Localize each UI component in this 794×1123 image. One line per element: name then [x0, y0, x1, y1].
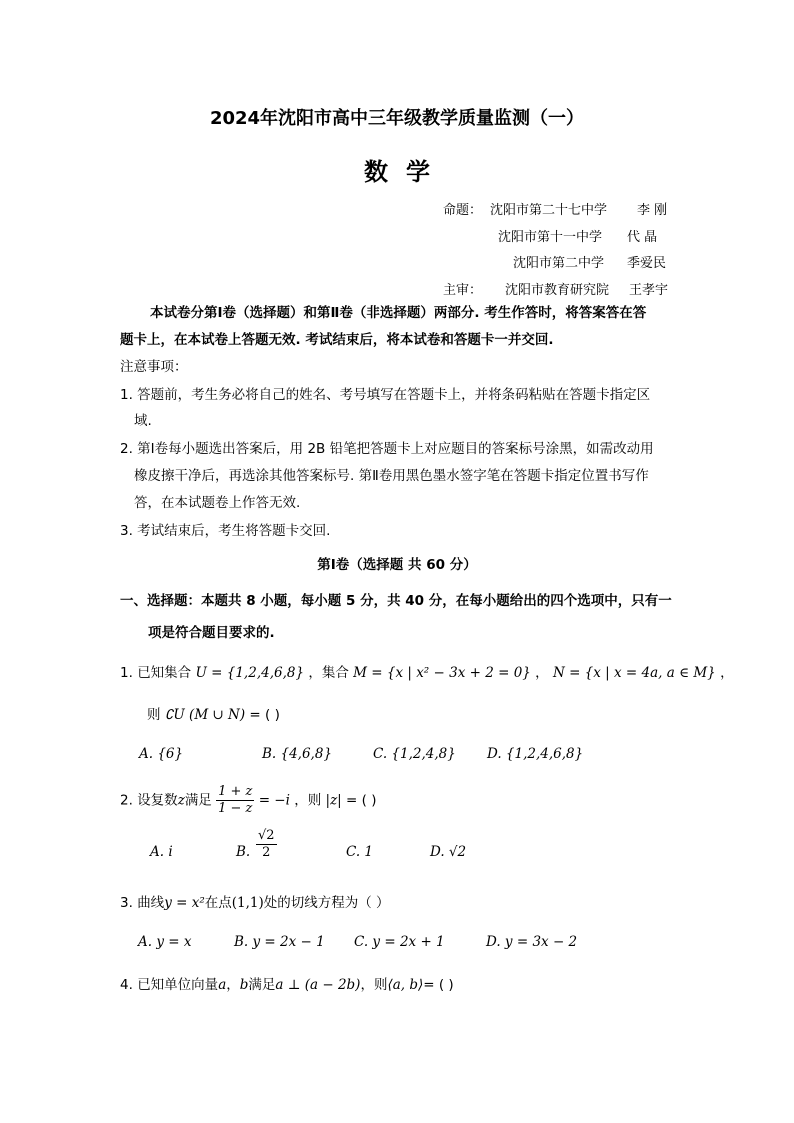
option-b: B. y = 2x − 1: [234, 934, 325, 950]
question-1-cont: [147, 702, 280, 728]
question-text: 则: [147, 707, 161, 723]
question-text: 曲线: [137, 895, 165, 911]
option-a: A. {6}: [139, 746, 184, 762]
option-b: B. {4,6,8}: [262, 746, 333, 762]
question-text: ，: [720, 665, 734, 681]
credit-role-author: 命题：: [443, 203, 483, 218]
note-2-cont: 橡皮擦干净后，再选涂其他答案标号. 第Ⅱ卷用黑色墨水签字笔在答题卡指定位置书写作: [134, 468, 649, 484]
equation-rhs: = −i: [258, 792, 290, 809]
notes-heading: 注意事项：: [120, 359, 188, 375]
question-text: 设复数: [137, 792, 178, 809]
answer-blank: = ( ): [249, 707, 280, 723]
credit-org: 沈阳市第二中学: [513, 256, 605, 271]
fraction-denominator: 1 − z: [218, 801, 253, 816]
note-3: 3. 考试结束后，考生将答题卡交回.: [120, 523, 331, 539]
variable-z: z: [177, 792, 185, 809]
point: (1,1): [231, 895, 264, 911]
option-b: [256, 828, 277, 861]
vector-b: b: [239, 977, 249, 993]
credit-name: 季爱民: [627, 256, 667, 271]
question-number: 2.: [120, 792, 133, 809]
exam-title: 2024年沈阳市高中三年级教学质量监测（一）: [209, 108, 585, 129]
fraction: [216, 784, 254, 817]
credit-name: 李 刚: [637, 203, 668, 218]
intro-line-1: 本试卷分第Ⅰ卷（选择题）和第Ⅱ卷（非选择题）两部分. 考生作答时，将答案答在答: [150, 305, 647, 321]
question-number: 3.: [120, 895, 133, 911]
credit-org: 沈阳市第二十七中学: [490, 203, 608, 218]
set-u: U = {1,2,4,6,8}: [195, 665, 305, 681]
fraction-denominator: 2: [262, 845, 271, 860]
question-text: 已知单位向量: [137, 977, 219, 993]
note-1-cont: 域.: [134, 413, 152, 429]
question-2: [120, 784, 376, 817]
credit-name: 王孝宇: [629, 283, 669, 298]
credit-org: 沈阳市第十一中学: [498, 230, 603, 245]
answer-blank: = ( ): [346, 792, 377, 809]
option-a: A. i: [150, 844, 173, 860]
question-number: 1.: [120, 665, 133, 681]
option-d: D. {1,2,4,6,8}: [487, 746, 584, 762]
note-1: 1. 答题前，考生务必将自己的姓名、考号填写在答题卡上，并将条码粘贴在答题卡指定区: [120, 387, 651, 403]
section-instruction: 一、选择题：本题共 8 小题，每小题 5 分，共 40 分，在每小题给出的四个选项中，只有一: [120, 593, 672, 609]
question-text: ，则: [360, 977, 388, 993]
question-text: 已知集合: [137, 665, 192, 681]
question-text: 在点: [204, 895, 232, 911]
option-c: C. 1: [346, 844, 374, 860]
perpendicular-condition: a ⊥ (a − 2b): [275, 977, 361, 993]
option-d: D. y = 3x − 2: [486, 934, 578, 950]
question-text: ，则: [294, 792, 322, 809]
credit-name: 代 晶: [627, 230, 658, 245]
option-d: D. √2: [430, 844, 467, 860]
section-instruction-cont: 项是符合题目要求的.: [148, 625, 275, 641]
section-title: 第Ⅰ卷（选择题 共 60 分）: [317, 557, 477, 573]
fraction-numerator: 1 + z: [218, 784, 253, 799]
vector-angle: ⟨a, b⟩: [387, 977, 424, 993]
question-number: 4.: [120, 977, 133, 993]
question-3: [120, 890, 390, 916]
set-n: N = {x | x = 4a, a ∈ M}: [552, 665, 716, 681]
separator: ，: [226, 977, 240, 993]
credit-org: 沈阳市教育研究院: [505, 283, 610, 298]
fraction: [256, 828, 277, 861]
question-text: ，集合: [308, 665, 349, 681]
question-text: 满足: [248, 977, 276, 993]
note-2: 2. 第Ⅰ卷每小题选出答案后，用 2B 铅笔把答题卡上对应题目的答案标号涂黑，如需改动用: [120, 441, 654, 457]
vector-a: a: [218, 977, 227, 993]
answer-blank: = ( ): [423, 977, 454, 993]
option-c: C. {1,2,4,8}: [373, 746, 456, 762]
subject-title: 数学: [364, 158, 448, 186]
question-1: [120, 660, 734, 686]
question-text: 满足: [184, 792, 212, 809]
question-4: [120, 972, 454, 998]
question-text: ，: [535, 665, 549, 681]
option-b-label: B.: [236, 844, 251, 860]
credit-role-reviewer: 主审：: [443, 283, 483, 298]
curve-equation: y = x²: [164, 895, 205, 911]
note-2-cont: 答，在本试题卷上作答无效.: [134, 495, 301, 511]
complement-expression: ∁U (M ∪ N): [164, 707, 246, 723]
set-m: M = {x | x² − 3x + 2 = 0}: [353, 665, 531, 681]
intro-line-2: 题卡上，在本试卷上答题无效. 考试结束后，将本试卷和答题卡一并交回.: [120, 332, 554, 348]
option-c: C. y = 2x + 1: [354, 934, 445, 950]
question-text: 处的切线方程为（ ）: [263, 895, 390, 911]
option-a: A. y = x: [138, 934, 192, 950]
modulus-z: |z|: [325, 792, 342, 809]
fraction-numerator: √2: [258, 828, 275, 843]
